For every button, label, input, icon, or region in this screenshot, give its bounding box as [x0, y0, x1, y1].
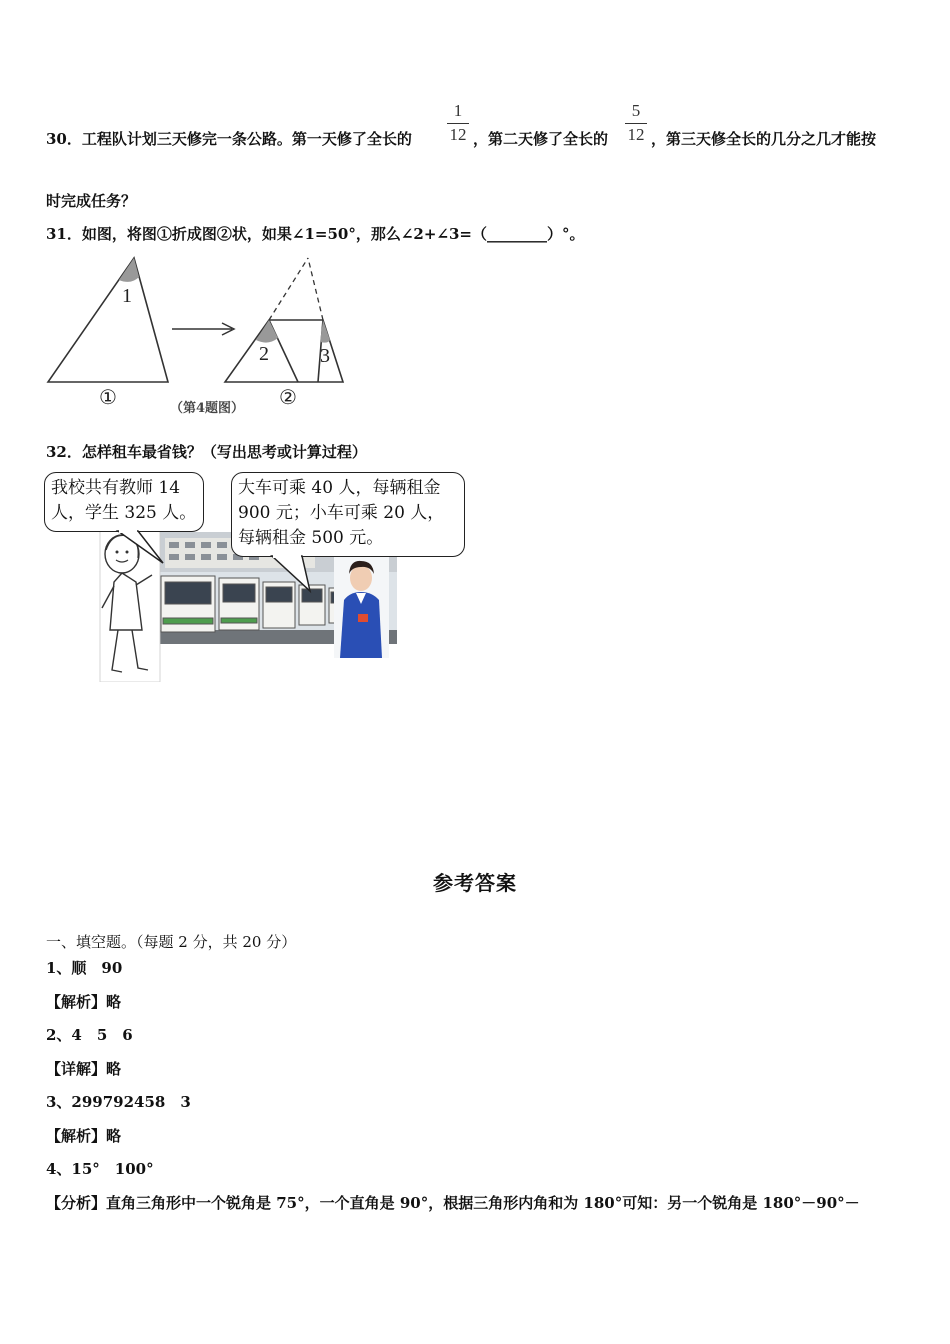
answer-3: 3、299792458 3 [46, 1093, 191, 1111]
q30-fraction-1 [447, 101, 469, 145]
q31-folding-figure [40, 252, 360, 422]
dashed-right [308, 258, 323, 320]
teacher-bubble-line-2: 人，学生 325 人。 [51, 503, 197, 523]
dashed-left [269, 258, 308, 320]
q30-part2: ，第二天修了全长的 [473, 130, 609, 148]
q32-text: 32．怎样租车最省钱？（写出思考或计算过程） [46, 443, 367, 461]
fraction-denominator: 12 [627, 125, 645, 144]
q30-line2: 时完成任务？ [46, 192, 137, 210]
answers-title: 参考答案 [433, 871, 517, 895]
q30-line1 [46, 128, 412, 149]
angle-1-wedge [119, 258, 139, 282]
angle-label-2: 2 [259, 343, 269, 365]
angle-3-wedge [320, 320, 330, 343]
figure-label-2: ② [279, 385, 297, 409]
q30-part3-wrap [651, 128, 876, 149]
answer-1-note: 【解析】略 [46, 993, 122, 1011]
teacher-speech-bubble [44, 472, 204, 532]
receptionist-bubble-tail [262, 555, 312, 595]
q30-part2-wrap [473, 128, 608, 149]
answers-section-heading [46, 931, 296, 952]
receptionist-photo [334, 556, 389, 658]
teacher-bubble-tail [108, 530, 168, 566]
figure-label-1: ① [99, 385, 117, 409]
receptionist-bubble-line-2: 900 元；小车可乘 20 人， [238, 503, 445, 523]
q30-part1: 30．工程队计划三天修完一条公路。第一天修了全长的 [46, 130, 412, 148]
angle-label-1: 1 [122, 285, 132, 307]
receptionist-bubble-line-3: 每辆租金 500 元。 [238, 528, 384, 548]
fraction-numerator: 1 [453, 101, 463, 120]
receptionist-bubble-line-1: 大车可乘 40 人，每辆租金 [238, 478, 441, 498]
angle-label-3: 3 [320, 345, 330, 367]
receptionist-speech-bubble [231, 472, 465, 557]
answer-3-note: 【解析】略 [46, 1127, 122, 1145]
q30-fraction-2 [625, 101, 647, 145]
q31-text: 31．如图，将图①折成图②状，如果∠1=50°，那么∠2+∠3=（________）°。 [46, 225, 585, 243]
fraction-denominator: 12 [449, 125, 467, 144]
answer-1: 1、顺 90 [46, 959, 123, 977]
q30-part3: ，第三天修全长的几分之几才能按 [651, 130, 877, 148]
teacher-bubble-line-1: 我校共有教师 14 [51, 478, 181, 498]
answer-4: 4、15° 100° [46, 1160, 154, 1178]
answer-2-note: 【详解】略 [46, 1060, 122, 1078]
answer-2: 2、4 5 6 [46, 1026, 133, 1044]
triangle-1 [48, 258, 168, 382]
section-heading-text: 一、填空题。（每题 2 分，共 20 分） [46, 933, 297, 951]
figure-caption: （第4题图） [170, 401, 245, 416]
answer-4-note: 【分析】直角三角形中一个锐角是 75°，一个直角是 90°，根据三角形内角和为 180°可知：另一个锐角是 180°－90°－ [46, 1194, 860, 1212]
fraction-numerator: 5 [631, 101, 641, 120]
